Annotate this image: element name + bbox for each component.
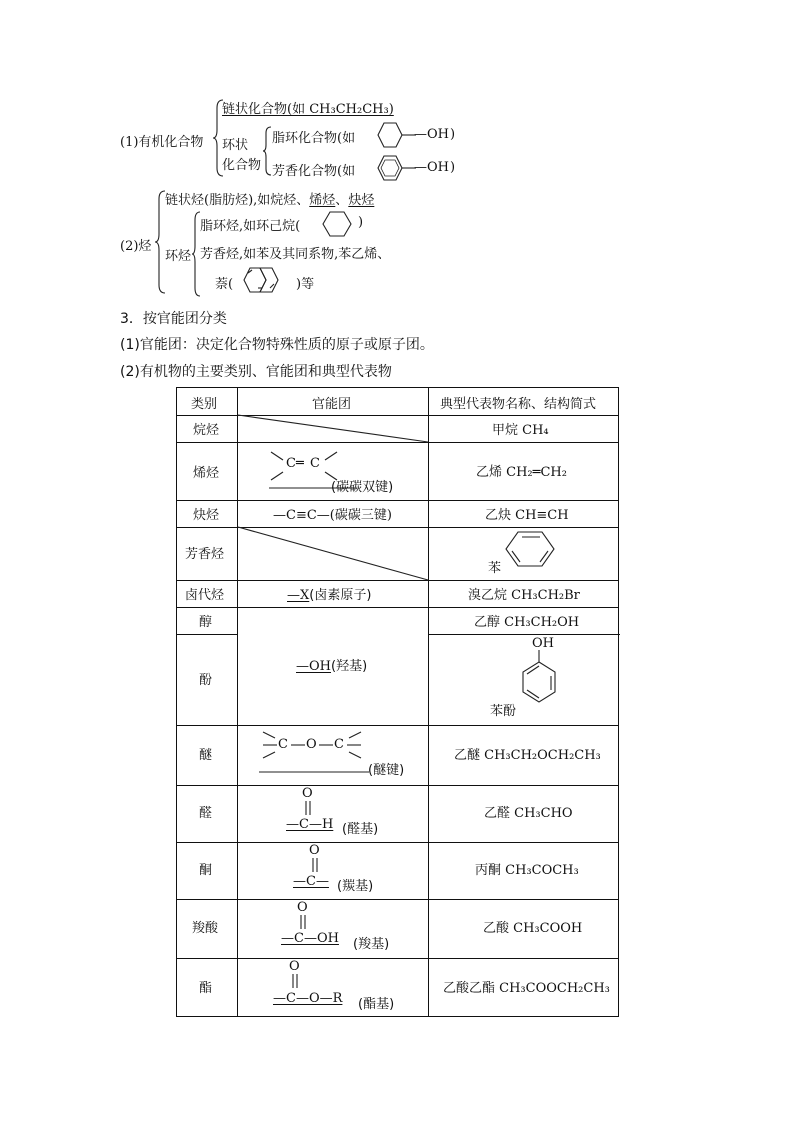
acid-o: O [297, 900, 308, 915]
alkyne-underlined: 炔烃 [348, 193, 375, 208]
phenol-oh: OH [532, 636, 554, 651]
aldehyde-fg-name: (醛基) [342, 822, 379, 837]
aldehyde-double-bond [304, 801, 312, 817]
hydrocarbon-label: (2)烃 [120, 239, 152, 254]
cyclohexanol-structure [370, 121, 420, 149]
halide-fg-name: (卤素原子) [309, 588, 372, 603]
hline [177, 607, 618, 608]
alicyclic-oh: —OH [414, 127, 449, 142]
functional-group-table [176, 387, 619, 1017]
header-functional-group: 官能团 [312, 397, 352, 412]
hydroxyl-underlined: —OH [296, 659, 331, 674]
naphthalene-structure [240, 264, 300, 296]
alkene-c1: C [286, 456, 296, 471]
ether-c2: C [334, 737, 344, 752]
aldehyde-fg: —C—H [286, 817, 334, 832]
alkene-double-bond: ═ [296, 456, 304, 471]
chain-hydrocarbon-prefix: 链状烃(脂肪烃),如烷烃、 [165, 193, 310, 208]
alcohol-category: 醇 [199, 615, 213, 630]
aromatic-hydrocarbon-text: 芳香烃,如苯及其同系物,苯乙烯、 [200, 247, 391, 262]
phenol-representative: 苯酚 [490, 704, 517, 719]
hydroxyl-fg-name: (羟基) [331, 659, 368, 674]
benzene-structure [504, 529, 558, 569]
acid-fg: —C—OH [281, 931, 339, 946]
hline [177, 899, 618, 900]
alicyclic-hydrocarbon-text: 脂环烃,如环己烷( [200, 219, 301, 234]
ring-label-a: 环状 [222, 138, 249, 153]
phenol-structure-inline [370, 154, 420, 182]
organic-compound-label: (1)有机化合物 [120, 135, 204, 150]
ester-double-bond [291, 974, 299, 990]
ring-hydrocarbon-label: 环烃 [165, 249, 192, 264]
ketone-fg: —C— [293, 874, 329, 889]
alkene-c2: C [310, 456, 320, 471]
naphthalene-end: )等 [296, 277, 315, 292]
hline [177, 580, 618, 581]
heading-3: 3．按官能团分类 [120, 311, 227, 327]
vline-2 [428, 388, 429, 1016]
halide-representative: 溴乙烷 CH₃CH₂Br [468, 588, 580, 603]
ring-label-b: 化合物 [222, 158, 262, 173]
ketone-representative: 丙酮 CH₃COCH₃ [475, 863, 579, 878]
alicyclic-hydrocarbon-close: ) [358, 215, 364, 230]
alkane-category: 烷烃 [193, 423, 220, 438]
alcohol-representative: 乙醇 CH₃CH₂OH [474, 615, 580, 630]
phenol-structure [519, 650, 559, 714]
aromatic-close: ) [450, 160, 456, 175]
acid-double-bond [299, 915, 307, 931]
hline [177, 500, 618, 501]
phenol-category: 酚 [199, 673, 213, 688]
halide-fg [287, 584, 371, 603]
ether-bonds [259, 728, 369, 776]
ketone-fg-name: (羰基) [337, 879, 374, 894]
hydroxyl-fg [296, 655, 367, 674]
ester-fg: —C—O—R [273, 991, 343, 1006]
acid-category: 羧酸 [192, 921, 219, 936]
paragraph-2: (2)有机物的主要类别、官能团和典型代表物 [120, 364, 392, 380]
acid-fg-name: (羧基) [353, 937, 390, 952]
alkane-diagonal [238, 415, 428, 442]
acid-representative: 乙酸 CH₃COOH [483, 921, 583, 936]
alicyclic-compound-text: 脂环化合物(如 [272, 131, 356, 146]
chain-compound-underlined: 链状化合物(如 CH₃CH₂CH₃) [222, 102, 394, 117]
alicyclic-close: ) [450, 127, 456, 142]
alkene-category: 烯烃 [193, 466, 220, 481]
hline [177, 442, 618, 443]
aromatic-oh: —OH [414, 160, 449, 175]
alkyne-category: 炔烃 [193, 508, 220, 523]
hline-partial-right [428, 634, 620, 635]
aromatic-category: 芳香烃 [185, 547, 225, 562]
hline [177, 958, 618, 959]
halide-category: 卤代烃 [185, 588, 225, 603]
hline [177, 725, 618, 726]
paragraph-1: (1)官能团：决定化合物特殊性质的原子或原子团。 [120, 337, 434, 353]
ester-fg-name: (酯基) [358, 997, 395, 1012]
alkyne-representative: 乙炔 CH≡CH [485, 508, 569, 523]
chain-hydrocarbon-text [165, 189, 374, 208]
ether-c1: C [278, 737, 288, 752]
ester-category: 酯 [199, 981, 213, 996]
sep: 、 [335, 193, 349, 208]
naphthalene-text: 萘( [215, 277, 234, 292]
ester-o: O [289, 959, 300, 974]
aromatic-diagonal [238, 527, 428, 580]
aromatic-representative: 苯 [488, 561, 502, 576]
cyclohexane-structure [318, 210, 358, 238]
ester-representative: 乙酸乙酯 CH₃COOCH₂CH₃ [443, 981, 610, 996]
vline-1 [237, 388, 238, 1016]
aromatic-compound-text: 芳香化合物(如 [272, 164, 356, 179]
aldehyde-o: O [302, 786, 313, 801]
header-category: 类别 [191, 397, 218, 412]
alkene-fg-name: (碳碳双键) [331, 480, 394, 495]
alkane-representative: 甲烷 CH₄ [492, 423, 549, 438]
ether-category: 醚 [199, 748, 213, 763]
ketone-double-bond [311, 858, 319, 874]
halide-x-underlined: —X [287, 588, 310, 603]
ether-o: O [306, 737, 317, 752]
chain-compound-text [222, 98, 394, 117]
alkene-underlined: 烯烃 [309, 193, 336, 208]
hline [177, 842, 618, 843]
hline [177, 785, 618, 786]
ether-fg-name: (醚键) [368, 763, 405, 778]
aldehyde-representative: 乙醛 CH₃CHO [484, 806, 573, 821]
alkyne-fg: —C≡C—(碳碳三键) [273, 508, 392, 523]
aldehyde-category: 醛 [199, 806, 213, 821]
ketone-o: O [309, 843, 320, 858]
hline-partial-left [177, 634, 238, 635]
ketone-category: 酮 [199, 863, 213, 878]
alkene-representative: 乙烯 CH₂═CH₂ [476, 465, 567, 480]
ether-representative: 乙醚 CH₃CH₂OCH₂CH₃ [454, 748, 601, 763]
header-representative: 典型代表物名称、结构简式 [440, 397, 597, 412]
